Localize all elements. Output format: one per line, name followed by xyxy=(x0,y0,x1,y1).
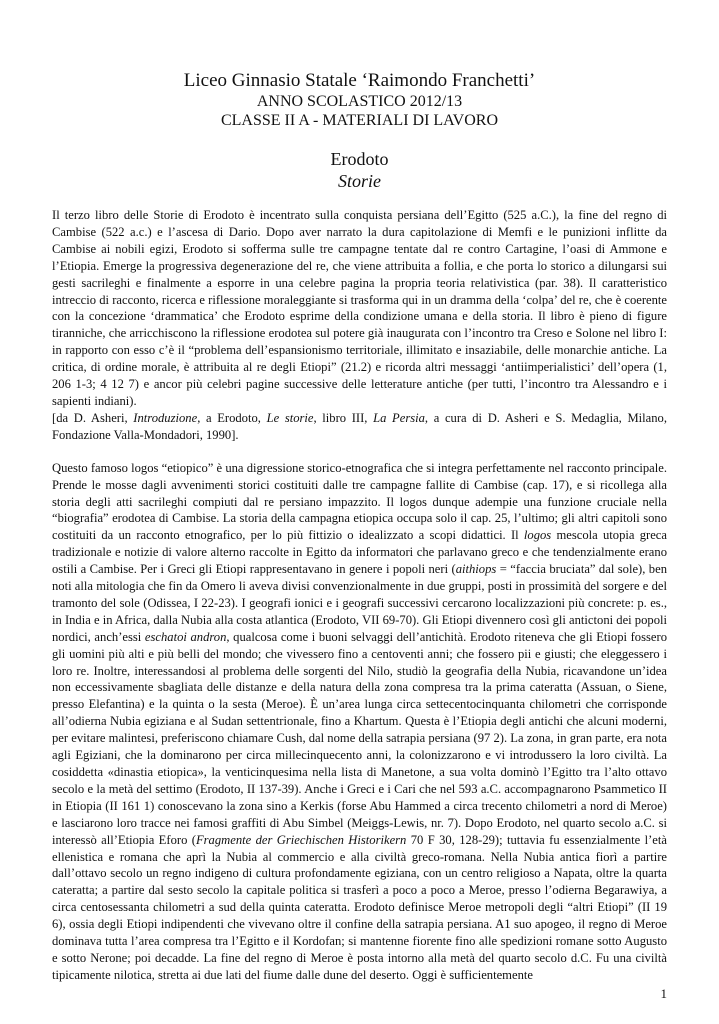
italic-term: eschatoi andron xyxy=(144,629,227,644)
paragraph-text: mescola utopia greca tradizionale e notizie di valore alterno raccolte in Egitto da informatori che parlavano greco e che tendenzialmente erano ostili a Cambise. Per i Greci gli Etiopi rappresentavano in genere i popoli neri ( xyxy=(52,528,667,577)
document-body xyxy=(52,207,667,984)
paragraph-spacer xyxy=(52,444,667,460)
citation-italic: La Persia xyxy=(373,410,425,425)
paragraph-introduction xyxy=(52,207,667,444)
paragraph-text: = “faccia bruciata” dal sole), ben noti alla mitologia che fin da Omero li aveva divisi convenzionalmente in due gruppi, posti in prossimità del sorgere e del tramonto del sole (Odissea, I 22-23). I geografi ionici e i geografi successivi cercarono localizzazioni più concrete: p. es., in India e in Africa, dalla Nubia alla costa atlantica (Erodoto, VII 69-70). Gli Etiopi divennero così gli antictoni dei popoli nordici, anch’essi xyxy=(52,562,667,644)
paragraph-text: 70 F 30, 128-29); tuttavia fu essenzialmente l’età ellenistica e romana che aprì la Nubia al commercio e alla civiltà greco-romana. Nella Nubia antica fiorì a partire dall’ottavo secolo un regno indigeno di cultura profondamente egiziana, con un centro religioso a Napata, oltre la quarta cateratta; a partire dal sesto secolo la capitale politica si trasferì a poco a poco a Meroe, presso l’odierna Begarawiya, a circa centosessanta chilometri a sud della quinta cateratta. Erodoto definisce Meroe metropoli degli “altri Etiopi” (II 19 6), ossia degli Etiopi indipendenti che vivevano oltre il confine della satrapia persiana. A1 suo apogeo, il regno di Meroe dominava tutta l’area compresa tra l’Egitto e il Kordofan; si mantenne fiorente fino alle spedizioni romane sotto Augusto e sotto Nerone; poi decadde. La fine del regno di Meroe è posta intorno alla metà del quarto secolo d.C. Fu una civiltà tipicamente nilotica, stretta ai due lati del fiume dalle dune del deserto. Oggi è sufficientemente xyxy=(52,832,667,982)
work-title: Storie xyxy=(338,171,381,191)
class-heading: CLASSE II A - MATERIALI DI LAVORO xyxy=(220,112,499,129)
paragraph-text: Questo famoso logos “etiopico” è una digressione storico-etnografica che si integra perfettamente nel racconto principale. Prende le mosse dagli avvenimenti storici costituiti dalle tre campagne fallite di Cambise (cap. 17), e si ricollega alla storia degli atti sacrileghi compiuti dal re persiano impazzito. Il logos dunque adempie una funzione cruciale nella “biografia” erodotea di Cambise. La storia della campagna etiopica occupa solo il cap. 25, l’ultimo; gli altri capitoli sono costituiti da un racconto etnografico, per lo più fittizio o idealizzato a scopi didattici. Il xyxy=(52,460,667,543)
paragraph-text: Il terzo libro delle Storie di Erodoto è incentrato sulla conquista persiana dell’Egitto (525 a.C.), la fine del regno di Cambise (522 a.c.) e l’ascesa di Dario. Dopo aver narrato la dura capitolazione di Memfi e le punizioni inflitte da Cambise ai nobili egizi, Erodoto si sofferma sulle tre campagne tentate dal re contro Cartagine, l’oasi di Ammone e l’Etiopia. Emerge la progressiva degenerazione del re, che viene attribuita a follia, e che porta lo storico a dilungarsi sui gesti sacrileghi e finalmente a esporre in una celebre pagina la propria teoria relativistica (par. 38). Il caratteristico intreccio di racconto, ricerca e riflessione moraleggiante si trasforma qui in un dramma della ‘colpa’ del re, che è coerente con la concezione ‘drammatica’ che Erodoto esprime della condizione umana e della storia. Il libro è pieno di figure tiranniche, che arricchiscono la riflessione erodotea sul potere già inaugurata con l’incontro tra Creso e Solone nel libro I: in rapporto con esso c’è il “problema dell’espansionismo territoriale, illimitato e insaziabile, delle monarchie antiche. La critica, di ordine morale, è attribuita al re degli Etiopi” (21.2) e ricorda altri messaggi ‘antiimperialistici’ dell’opera (1, 206 1-3; 4 12 7) e ancor più celebri pagine successive delle letterature antiche (per tutti, l’incontro tra Alessandro e i sapienti indiani). xyxy=(52,208,667,408)
school-year: ANNO SCOLASTICO 2012/13 xyxy=(256,93,463,110)
document-header xyxy=(0,70,719,130)
citation-italic: Introduzione xyxy=(133,410,198,425)
citation-text: , a cura di D. Asheri e S. Medaglia, Milano, Fondazione Valla-Mondadori, 1990]. xyxy=(52,410,667,442)
work-author: Erodoto xyxy=(330,149,389,169)
italic-term: aithiops xyxy=(455,562,497,577)
citation-text: , libro III, xyxy=(313,410,374,425)
paragraph-text: , qualcosa come i buoni selvaggi dell’antichità. Erodoto riteneva che gli Etiopi fossero gli uomini più alti e più belli del mondo; che vivessero fino a centoventi anni; che fossero pii e giusti; che eleggessero i loro re. Inoltre, interessandosi al problema delle sorgenti del Nilo, studiò la geografia della Nubia, ricavandone un’idea non eccessivamente sbagliata delle distanze e della natura della zona compresa tra la prima cateratta (Assuan, o Siene, presso Elefantina) e la quinta o la sesta (Meroe). È un’area lunga circa settecentocinquanta chilometri che corrisponde all’odierna Nubia egiziana e al Sudan settentrionale, fino a Khartum. Questa è l’Etiopia degli antichi che alcuni moderni, per evitare malintesi, preferiscono chiamare Cush, dal nome della satrapia persiana (97 2). La zona, in gran parte, era nota agli Egiziani, che la dominarono per circa millecinquecento anni, la colonizzarono e vi introdussero la loro civiltà. La cosiddetta «dinastia etiopica», la venticinquesima nella lista di Manetone, a sua volta dominò l’Egitto tra l’alto ottavo secolo e la metà del settimo (Erodoto, II 137-39). Anche i Greci e i Cari che nel 593 a.C. accompagnarono Psammetico II in Etiopia (II 161 1) conoscevano la zona sino a Kerkis (forse Abu Hammed a circa trecento chilometri a nord di Meroe) e lasciarono loro tracce nei famosi graffiti di Abu Simbel (Meiggs-Lewis, nr. 7). Dopo Erodoto, nel quarto secolo a.C. si interessò all’Etiopia Eforo ( xyxy=(52,629,667,847)
work-title-block xyxy=(0,148,719,192)
school-name: Liceo Ginnasio Statale ‘Raimondo Franchetti’ xyxy=(183,70,536,91)
italic-term: Fragmente der Griechischen Historikern xyxy=(195,832,407,847)
paragraph-logos-etiopico xyxy=(52,460,667,984)
citation-text: , a Erodoto, xyxy=(197,410,267,425)
page-number: 1 xyxy=(660,986,667,1001)
citation-text: [da D. Asheri, xyxy=(52,410,134,425)
italic-term: logos xyxy=(523,528,552,543)
citation-italic: Le storie xyxy=(266,410,314,425)
